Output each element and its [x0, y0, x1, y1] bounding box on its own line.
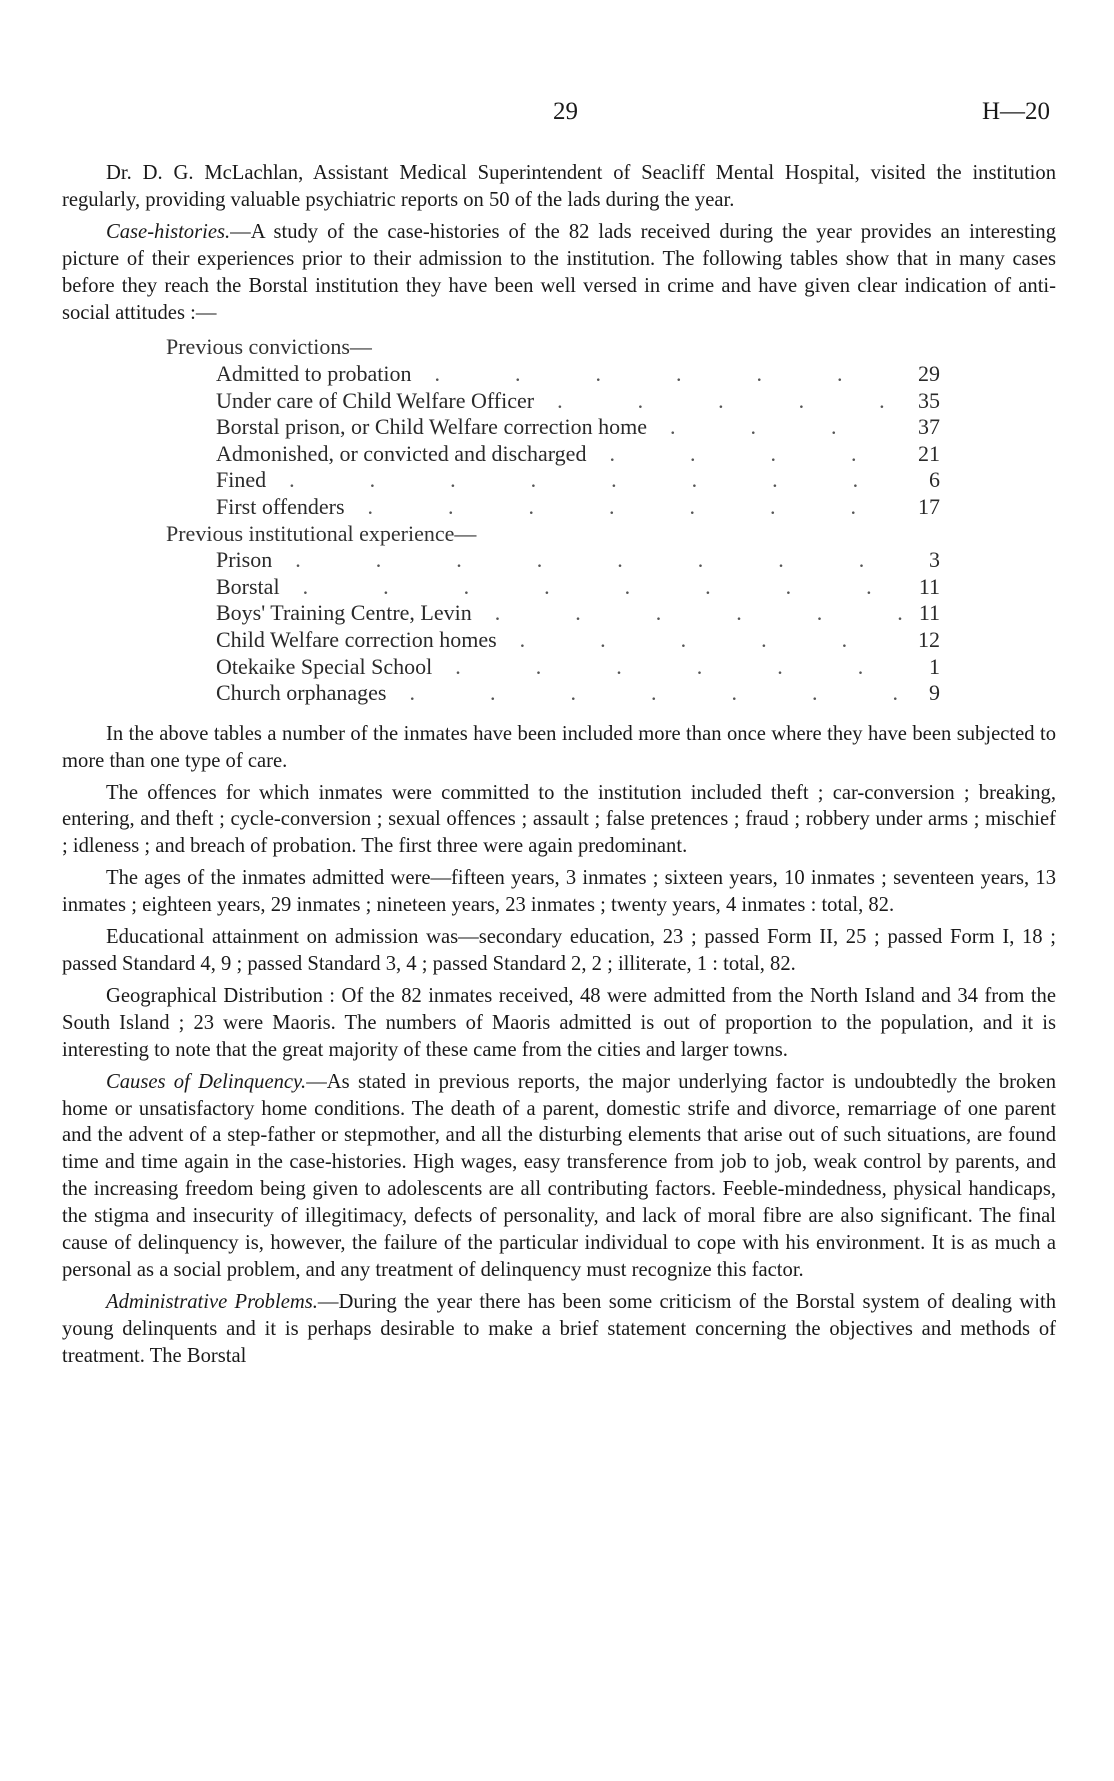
paragraph-causes	[62, 1069, 1056, 1284]
table-row	[62, 467, 1056, 494]
row-value: 3	[929, 547, 940, 573]
row-value: 11	[918, 573, 940, 599]
row-label: Church orphanages .	[216, 680, 909, 707]
paragraph-education: Educational attainment on admission was—secondary education, 23 ; passed Form II, 25 ; passed Form I, 18 ; passed Standard 4, 9 ; passed Standard 3, 4 ; passed Standard 2, 2 ; illiterate, 1 : total, 82.	[62, 926, 1056, 975]
document-reference: H—20	[981, 98, 1050, 125]
row-label: Admitted to probation .	[216, 361, 910, 388]
paragraph-geography: Geographical Distribution : Of the 82 inmates received, 48 were admitted from the North Island and 34 from the South Island ; 23 were Maoris. The numbers of Maoris admitted is out of proportion to the population, and it is interesting to note that the great majority of these came from the cities and larger towns.	[62, 984, 1056, 1061]
institutional-experience-table	[62, 521, 1056, 707]
table-heading: Previous institutional experience—	[166, 520, 477, 546]
table-row	[62, 680, 1056, 707]
row-value: 37	[918, 414, 940, 440]
row-value: 35	[918, 387, 940, 413]
table-row	[62, 388, 1056, 415]
table-row	[62, 627, 1056, 654]
row-label: Otekaike Special School .	[216, 654, 910, 681]
row-label: Prison .	[216, 547, 907, 574]
case-histories-heading: Case-histories.	[106, 220, 231, 243]
administrative-heading: Administrative Problems.	[106, 1290, 318, 1313]
table-row	[62, 574, 1056, 601]
table-row	[62, 547, 1056, 574]
row-label: Boys' Training Centre, Levin .	[216, 600, 911, 627]
paragraph-ages: The ages of the inmates admitted were—fifteen years, 3 inmates ; sixteen years, 10 inmates ; seventeen years, 13 inmates ; eighteen years, 29 inmates ; nineteen years, 23 inmates ; twenty years, 4 inmates : total, 82.	[62, 867, 1056, 917]
previous-convictions-table	[62, 334, 1056, 520]
table-heading: Previous convictions—	[166, 334, 372, 360]
page-body	[62, 160, 1056, 1375]
row-label: Child Welfare correction homes .	[216, 627, 911, 654]
row-value: 29	[918, 361, 940, 387]
row-value: 11	[918, 600, 940, 626]
statistics-tables	[62, 334, 1056, 706]
row-value: 6	[929, 467, 940, 493]
row-value: 9	[929, 680, 940, 706]
causes-heading: Causes of Delinquency.	[106, 1070, 307, 1093]
row-label: Fined .	[216, 467, 907, 494]
causes-text: —As stated in previous reports, the major underlying factor is undoubtedly the broken home or unsatisfactory home conditions. The death of a parent, domestic strife and divorce, remarriage of one parent and the advent of a step-father or stepmother, and all the disturbing elements that arise out of such situations, are found time and time again in the case-histories. High wages, easy transference from job to job, weak control by parents, and the increasing freedom being given to adolescents are all contributing factors. Feeble-mindedness, physical handicaps, the stigma and insecurity of illegitimacy, defects of personality, and lack of moral fibre are also significant. The final cause of delinquency is, however, the failure of the particular individual to cope with his environment. It is as much a personal as a social problem, and any treatment of delinquency must recognize this factor.	[62, 1070, 1056, 1281]
row-value: 1	[929, 653, 940, 679]
paragraph-mclachlan: Dr. D. G. McLachlan, Assistant Medical Superintendent of Seacliff Mental Hospital, visited the institution regularly, providing valuable psychiatric reports on 50 of the lads during the year.	[62, 162, 1056, 211]
paragraph-offences: The offences for which inmates were committed to the institution included theft ; car-conversion ; breaking, entering, and theft ; cycle-conversion ; sexual offences ; assault ; false pretences ; fraud ; robbery under arms ; mischief ; idleness ; and breach of probation. The first three were again predominant.	[62, 781, 1056, 858]
row-value: 17	[918, 494, 940, 519]
row-value: 12	[918, 626, 940, 652]
row-label: Borstal prison, or Child Welfare correction home .	[216, 414, 913, 441]
case-histories-text: —A study of the case-histories of the 82 lads received during the year provides an interesting picture of their experiences prior to their admission to the institution. The following tables show that in many cases before they reach the Borstal institution they have been well versed in crime and have given clear indication of anti-social attitudes :—	[62, 220, 1056, 324]
table-row	[62, 414, 1056, 441]
table-row	[62, 600, 1056, 627]
paragraph-administrative	[62, 1289, 1056, 1370]
row-label: Borstal .	[216, 574, 907, 601]
row-label: Under care of Child Welfare Officer .	[216, 388, 912, 415]
page-number: 29	[553, 98, 578, 125]
table-row	[62, 441, 1056, 468]
paragraph-multiple-care: In the above tables a number of the inmates have been included more than once where they have been subjected to more than one type of care.	[62, 722, 1056, 772]
page-header	[0, 98, 1114, 132]
table-row	[62, 654, 1056, 681]
row-value: 21	[918, 440, 940, 466]
row-label: First offenders .	[216, 494, 908, 521]
table-row	[62, 494, 1056, 521]
administrative-text: —During the year there has been some criticism of the Borstal system of dealing with young delinquents and it is perhaps desirable to make a brief statement concerning the objectives and methods of treatment. The Borstal	[62, 1290, 1057, 1367]
row-label: Admonished, or convicted and discharged .	[216, 441, 913, 468]
table-row	[62, 361, 1056, 388]
paragraph-case-histories	[62, 219, 1056, 327]
